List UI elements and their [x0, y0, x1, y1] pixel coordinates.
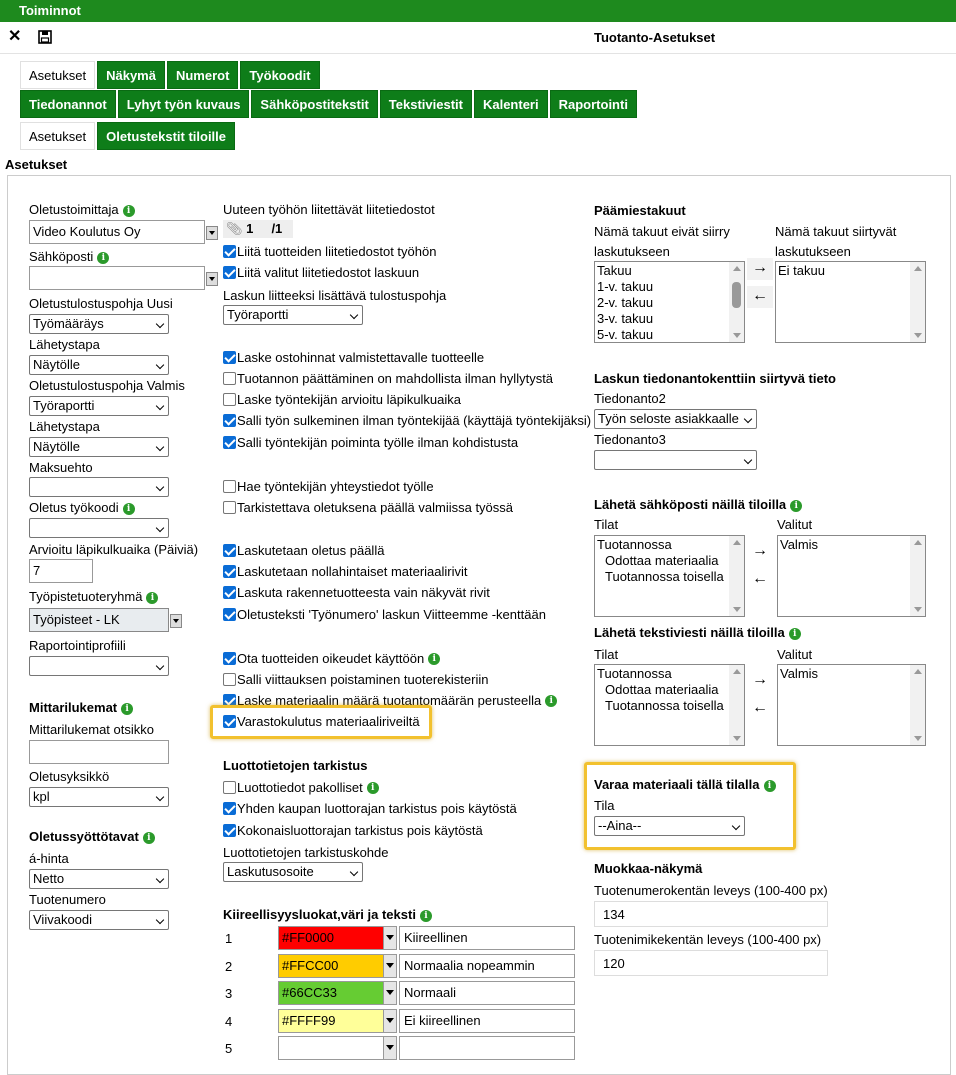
urgency-text-input[interactable]: Kiireellinen	[399, 926, 575, 950]
warranty-heading: Päämiestakuut	[594, 203, 686, 218]
email-input[interactable]	[29, 266, 205, 290]
warranty-left-label1: Nämä takuut eivät siirry	[594, 224, 730, 239]
productgroup-dropdown-button[interactable]	[170, 614, 182, 628]
pname-width-label: Tuotenimikekentän leveys (100-400 px)	[594, 932, 822, 947]
list-item[interactable]: 1-v. takuu	[597, 279, 654, 294]
print-done-label: Oletustulostuspohja Valmis	[29, 378, 185, 393]
workcode-select[interactable]	[29, 518, 169, 538]
reserve-state-select[interactable]: --Aina--	[594, 816, 745, 836]
tab-tekstiviestit[interactable]: Tekstiviestit	[380, 90, 472, 118]
info-icon: i	[790, 500, 802, 512]
productgroup-input[interactable]: Työpisteet - LK	[29, 608, 169, 632]
email-label: Sähköposti i	[29, 249, 109, 264]
credit-target-label: Luottotietojen tarkistuskohde	[223, 845, 389, 860]
urgency-color-input[interactable]: #FFFF99	[278, 1009, 384, 1033]
productnum-select[interactable]: Viivakoodi	[29, 910, 169, 930]
meters-title-input[interactable]	[29, 740, 169, 764]
checkbox[interactable]	[223, 393, 236, 406]
supplier-dropdown-button[interactable]	[206, 226, 218, 240]
urgency-color-dropdown-button[interactable]	[383, 954, 397, 978]
close-icon[interactable]: ✕	[8, 28, 22, 45]
check-attach-product-files[interactable]: Liitä tuotteiden liitetiedostot työhön	[223, 244, 436, 259]
reportprofile-label: Raportointiprofiili	[29, 638, 126, 653]
tab-tyokoodit[interactable]: Työkoodit	[240, 61, 319, 89]
reserve-state-label: Tila	[594, 798, 615, 813]
list-item[interactable]: 3-v. takuu	[597, 311, 654, 326]
credit-heading: Luottotietojen tarkistus	[223, 758, 368, 773]
tab-tiedonannot[interactable]: Tiedonannot	[20, 90, 116, 118]
tab-asetukset[interactable]: Asetukset	[20, 61, 95, 89]
check-single-credit-limit[interactable]: Yhden kaupan luottorajan tarkistus pois käytöstä	[223, 801, 517, 816]
checkbox[interactable]	[223, 501, 236, 514]
subtab-asetukset[interactable]: Asetukset	[20, 122, 95, 150]
print-done-select[interactable]: Työraportti	[29, 396, 169, 416]
urgency-color-dropdown-button[interactable]	[383, 926, 397, 950]
reserve-heading: Varaa materiaali tällä tilalla i	[594, 777, 776, 792]
invoice-info-heading: Laskun tiedonantokenttiin siirtyvä tieto	[594, 371, 836, 386]
list-item[interactable]: Takuu	[597, 263, 632, 278]
info-icon: i	[545, 695, 557, 707]
check-stock-consumption[interactable]: Varastokulutus materiaaliriveiltä	[223, 714, 420, 729]
warranty-right-label1: Nämä takuut siirtyvät	[775, 224, 897, 239]
list-item[interactable]: Odottaa materiaalia	[605, 553, 719, 568]
sms-states-heading: Lähetä tekstiviesti näillä tiloilla i	[594, 625, 801, 640]
check-default-checked[interactable]: Tarkistettava oletuksena päällä valmiissa työssä	[223, 500, 513, 515]
toolbar	[0, 22, 956, 54]
check-employee-leadtime[interactable]: Laske työntekijän arvioitu läpikulkuaika	[223, 392, 461, 407]
info2-label: Tiedonanto2	[594, 391, 666, 406]
highlight-reserve-material	[584, 762, 796, 850]
scrollbar[interactable]	[910, 262, 925, 342]
list-item[interactable]: 5-v. takuu	[597, 327, 654, 342]
section-heading: Asetukset	[5, 157, 68, 172]
urgency-color-input[interactable]	[278, 1036, 384, 1060]
pname-width-input[interactable]: 120	[594, 950, 828, 976]
tab-nakyma[interactable]: Näkymä	[97, 61, 165, 89]
info-icon: i	[764, 780, 776, 792]
tab-row-second	[20, 90, 639, 118]
checkbox[interactable]	[223, 673, 236, 686]
edit-view-heading: Muokkaa-näkymä	[594, 861, 703, 876]
info-icon: i	[123, 205, 135, 217]
info-icon: i	[428, 653, 440, 665]
urgency-color-input[interactable]: #FFCC00	[278, 954, 384, 978]
payment-label: Maksuehto	[29, 460, 93, 475]
urgency-level-number: 5	[225, 1041, 233, 1056]
urgency-text-input[interactable]: Normaalia nopeammin	[399, 954, 575, 978]
reportprofile-select[interactable]	[29, 656, 169, 676]
info3-label: Tiedonanto3	[594, 432, 666, 447]
check-material-quantity[interactable]: Laske materiaalin määrä tuotantomäärän perusteella i	[223, 693, 557, 708]
email-move-right-arrow-icon[interactable]: →	[747, 541, 773, 563]
info-icon: i	[143, 832, 155, 844]
paperclip-icon: 📎︎	[226, 221, 243, 236]
email-dropdown-button[interactable]	[206, 272, 218, 286]
info-icon: i	[123, 503, 135, 515]
list-item[interactable]: Tuotannossa toisella	[605, 569, 724, 584]
checkbox[interactable]	[223, 480, 236, 493]
check-remove-product-ref[interactable]: Salli viittauksen poistaminen tuoterekisteriin	[223, 672, 488, 687]
list-item[interactable]: Ei takuu	[778, 263, 825, 278]
unit-label: Oletusyksikkö	[29, 769, 110, 784]
aprice-label: á-hinta	[29, 851, 69, 866]
move-left-arrow-icon[interactable]: ←	[747, 286, 773, 308]
check-product-rights[interactable]: Ota tuotteiden oikeudet käyttöön i	[223, 651, 440, 666]
check-invoice-default[interactable]: Laskutetaan oletus päällä	[223, 543, 384, 558]
payment-select[interactable]	[29, 477, 169, 497]
send-method1-select[interactable]: Näytölle	[29, 355, 169, 375]
productgroup-label: Työpistetuoteryhmä i	[29, 589, 158, 604]
leadtime-input[interactable]: 7	[29, 559, 93, 583]
urgency-text-input[interactable]	[399, 1036, 575, 1060]
scrollbar[interactable]	[729, 262, 744, 342]
workcode-label: Oletus työkoodi i	[29, 500, 135, 515]
urgency-heading: Kiireellisyysluokat,väri ja teksti i	[223, 907, 432, 922]
tab-kalenteri[interactable]: Kalenteri	[474, 90, 548, 118]
list-item[interactable]: Tuotannossa	[597, 666, 672, 681]
invoice-template-select[interactable]: Työraportti	[223, 305, 363, 325]
sms-move-left-arrow-icon[interactable]: ←	[747, 698, 773, 720]
highlight-stock-consumption	[210, 705, 432, 739]
urgency-color-input[interactable]: #66CC33	[278, 981, 384, 1005]
supplier-input[interactable]: Video Koulutus Oy	[29, 220, 205, 244]
check-zero-price-rows[interactable]: Laskutetaan nollahintaiset materiaalirivit	[223, 564, 468, 579]
send-method2-label: Lähetystapa	[29, 419, 100, 434]
email-states-list[interactable]	[594, 535, 745, 617]
info-icon: i	[367, 782, 379, 794]
info3-select[interactable]	[594, 450, 757, 470]
urgency-text-input[interactable]: Normaali	[399, 981, 575, 1005]
checkbox[interactable]	[223, 608, 236, 621]
urgency-level-number: 4	[225, 1014, 233, 1029]
email-move-left-arrow-icon[interactable]: ←	[747, 569, 773, 591]
tab-row-sub	[20, 122, 237, 150]
send-method2-select[interactable]: Näytölle	[29, 437, 169, 457]
tab-raportointi[interactable]: Raportointi	[550, 90, 637, 118]
checkbox[interactable]	[223, 824, 236, 837]
warranty-right-list[interactable]	[775, 261, 926, 343]
subtab-oletustekstit-tiloille[interactable]: Oletustekstit tiloille	[97, 122, 235, 150]
sms-states-label: Tilat	[594, 647, 619, 662]
email-selected-list[interactable]	[777, 535, 926, 617]
info-icon: i	[420, 910, 432, 922]
checkbox[interactable]	[223, 586, 236, 599]
check-work-number-reference[interactable]: Oletusteksti 'Työnumero' laskun Viitteemme -kenttään	[223, 607, 546, 622]
tab-row-main	[20, 61, 322, 89]
tab-lyhyt-tyon-kuvaus[interactable]: Lyhyt työn kuvaus	[118, 90, 250, 118]
productnum-label: Tuotenumero	[29, 892, 106, 907]
move-right-arrow-icon[interactable]: →	[747, 258, 773, 280]
info-icon: i	[146, 592, 158, 604]
email-selected-label: Valitut	[777, 517, 813, 532]
checkbox[interactable]	[223, 544, 236, 557]
checkbox[interactable]	[223, 565, 236, 578]
check-employee-contacts[interactable]: Hae työntekijän yhteystiedot työlle	[223, 479, 434, 494]
aprice-select[interactable]: Netto	[29, 869, 169, 889]
email-states-heading: Lähetä sähköposti näillä tiloilla i	[594, 497, 802, 512]
checkbox[interactable]	[223, 372, 236, 385]
email-states-label: Tilat	[594, 517, 619, 532]
list-item[interactable]: Tuotannossa toisella	[605, 698, 724, 713]
sms-move-right-arrow-icon[interactable]: →	[747, 670, 773, 692]
scrollbar[interactable]	[729, 536, 744, 616]
list-item[interactable]: Odottaa materiaalia	[605, 682, 719, 697]
sms-selected-list[interactable]	[777, 664, 926, 746]
print-new-label: Oletustulostuspohja Uusi	[29, 296, 173, 311]
info-icon: i	[97, 252, 109, 264]
check-close-without-employee[interactable]: Salli työn sulkeminen ilman työntekijää (käyttäjä työntekijäksi)	[223, 413, 591, 428]
info2-select[interactable]: Työn seloste asiakkaalle	[594, 409, 757, 429]
meters-title-label: Mittarilukemat otsikko	[29, 722, 154, 737]
urgency-level-number: 2	[225, 959, 233, 974]
warranty-left-label2: laskutukseen	[594, 244, 670, 259]
urgency-color-dropdown-button[interactable]	[383, 1009, 397, 1033]
list-item[interactable]: Tuotannossa	[597, 537, 672, 552]
check-purchase-prices[interactable]: Laske ostohinnat valmistettavalle tuotteelle	[223, 350, 484, 365]
checkbox[interactable]	[223, 436, 236, 449]
top-menu-title[interactable]: Toiminnot	[19, 3, 81, 18]
credit-target-select[interactable]: Laskutusosoite	[223, 862, 363, 882]
check-employee-pick[interactable]: Salli työntekijän poiminta työlle ilman kohdistusta	[223, 435, 518, 450]
list-item[interactable]: Valmis	[780, 537, 819, 552]
checkbox[interactable]	[223, 652, 236, 665]
tab-sahkopostitekstit[interactable]: Sähköpostitekstit	[251, 90, 377, 118]
checkbox[interactable]	[223, 351, 236, 364]
urgency-color-dropdown-button[interactable]	[383, 981, 397, 1005]
top-menu-bar[interactable]	[0, 0, 956, 22]
supplier-label: Oletustoimittaja i	[29, 202, 135, 217]
scrollbar[interactable]	[729, 665, 744, 745]
urgency-text-input[interactable]: Ei kiireellinen	[399, 1009, 575, 1033]
list-item[interactable]: Valmis	[780, 666, 819, 681]
checkbox[interactable]	[223, 414, 236, 427]
check-total-credit-limit[interactable]: Kokonaisluottorajan tarkistus pois käytöstä	[223, 823, 483, 838]
sms-selected-label: Valitut	[777, 647, 813, 662]
window-title: Tuotanto-Asetukset	[594, 30, 716, 45]
checkbox[interactable]	[223, 245, 236, 258]
save-icon[interactable]	[38, 30, 52, 48]
urgency-color-dropdown-button[interactable]	[383, 1036, 397, 1060]
attachments-counter[interactable]: 📎︎ 1 /1	[223, 220, 293, 238]
check-attach-selected-files[interactable]: Liitä valitut liitetiedostot laskuun	[223, 265, 419, 280]
send-method1-label: Lähetystapa	[29, 337, 100, 352]
check-finish-without-shelving[interactable]: Tuotannon päättäminen on mahdollista ilman hyllytystä	[223, 371, 553, 386]
urgency-level-number: 1	[225, 931, 233, 946]
check-visible-rows-only[interactable]: Laskuta rakennetuotteesta vain näkyvät rivit	[223, 585, 490, 600]
pn-width-input[interactable]: 134	[594, 901, 828, 927]
urgency-color-input[interactable]: #FF0000	[278, 926, 384, 950]
unit-select[interactable]: kpl	[29, 787, 169, 807]
info-icon: i	[789, 628, 801, 640]
tab-numerot[interactable]: Numerot	[167, 61, 238, 89]
invoice-template-label: Laskun liitteeksi lisättävä tulostuspohja	[223, 288, 447, 303]
meters-heading: Mittarilukemat i	[29, 700, 133, 715]
checkbox[interactable]	[223, 781, 236, 794]
warranty-left-list[interactable]	[594, 261, 745, 343]
check-credit-mandatory[interactable]: Luottotiedot pakolliset i	[223, 780, 379, 795]
scrollbar[interactable]	[910, 536, 925, 616]
urgency-level-number: 3	[225, 986, 233, 1001]
leadtime-label: Arvioitu läpikulkuaika (Päiviä)	[29, 542, 199, 557]
sms-states-list[interactable]	[594, 664, 745, 746]
list-item[interactable]: 2-v. takuu	[597, 295, 654, 310]
scrollbar[interactable]	[910, 665, 925, 745]
checkbox[interactable]	[223, 802, 236, 815]
checkbox[interactable]	[223, 266, 236, 279]
attachments-label: Uuteen työhön liitettävät liitetiedostot	[223, 202, 435, 217]
warranty-right-label2: laskutukseen	[775, 244, 851, 259]
inputmethods-heading: Oletussyöttötavat i	[29, 829, 155, 844]
info-icon: i	[121, 703, 133, 715]
pn-width-label: Tuotenumerokentän leveys (100-400 px)	[594, 883, 828, 898]
print-new-select[interactable]: Työmääräys	[29, 314, 169, 334]
